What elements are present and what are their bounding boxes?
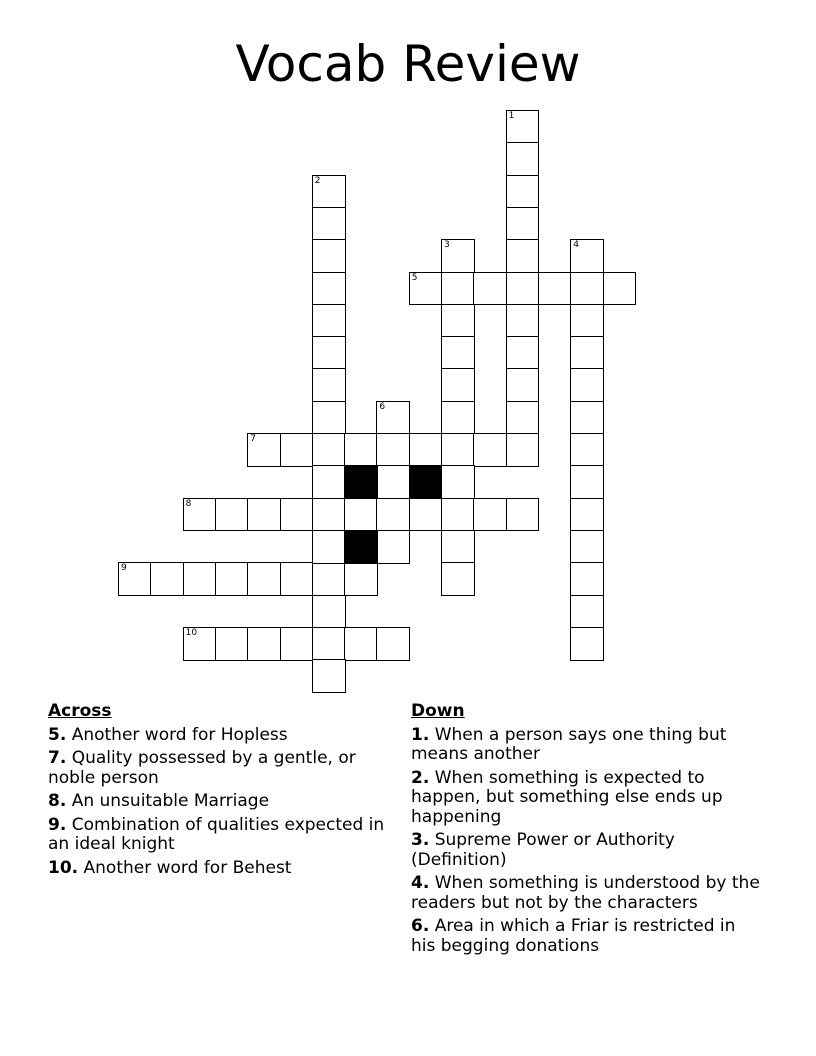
crossword-cell[interactable] — [441, 401, 475, 435]
crossword-cell[interactable] — [344, 562, 378, 596]
down-clue-4 — [411, 874, 761, 913]
crossword-cell[interactable] — [570, 336, 604, 370]
cell-number: 8 — [185, 498, 192, 509]
crossword-cell[interactable] — [344, 433, 378, 467]
crossword-cell[interactable] — [312, 498, 346, 532]
crossword-cell[interactable] — [312, 659, 346, 693]
crossword-cell[interactable] — [441, 498, 475, 532]
crossword-cell[interactable] — [506, 272, 540, 306]
crossword-cell[interactable] — [215, 627, 249, 661]
crossword-cell[interactable] — [312, 530, 346, 564]
crossword-cell[interactable] — [280, 433, 314, 467]
clue-number: 1. — [411, 724, 430, 745]
cell-number: 3 — [444, 240, 450, 251]
crossword-cell[interactable] — [183, 562, 217, 596]
crossword-cell[interactable] — [215, 562, 249, 596]
clue-text: An unsuitable Marriage — [71, 791, 270, 811]
crossword-cell[interactable] — [441, 530, 475, 564]
crossword-cell[interactable] — [247, 433, 281, 467]
cell-number: 10 — [185, 627, 198, 638]
crossword-cell[interactable] — [570, 304, 604, 338]
crossword-cell[interactable] — [506, 304, 540, 338]
crossword-cell[interactable] — [441, 465, 475, 499]
crossword-cell[interactable] — [376, 530, 410, 564]
crossword-cell[interactable] — [506, 401, 540, 435]
cell-number: 5 — [411, 272, 418, 283]
crossword-cell[interactable] — [215, 498, 249, 532]
crossword-cell[interactable] — [312, 433, 346, 467]
across-clues — [48, 702, 393, 882]
black-square — [409, 465, 443, 499]
down-clue-3 — [411, 831, 761, 870]
crossword-cell[interactable] — [312, 304, 346, 338]
crossword-cell[interactable] — [344, 627, 378, 661]
down-heading: Down — [411, 701, 465, 721]
clue-text: Supreme Power or Authority (Definition) — [411, 830, 675, 870]
crossword-cell[interactable] — [118, 562, 152, 596]
down-clue-2 — [411, 769, 761, 828]
across-clue-7 — [48, 749, 393, 788]
crossword-cell[interactable] — [570, 627, 604, 661]
down-clue-6 — [411, 917, 761, 956]
crossword-cell[interactable] — [183, 498, 217, 532]
crossword-cell[interactable] — [376, 433, 410, 467]
clue-number: 6. — [411, 916, 430, 936]
crossword-cell[interactable] — [280, 498, 314, 532]
crossword-cell[interactable] — [506, 207, 540, 241]
crossword-cell[interactable] — [312, 207, 346, 241]
crossword-cell[interactable] — [312, 175, 346, 209]
crossword-cell[interactable] — [376, 401, 410, 435]
crossword-cell[interactable] — [506, 498, 540, 532]
crossword-cell[interactable] — [570, 562, 604, 596]
crossword-cell[interactable] — [570, 272, 604, 306]
clue-text: When something is expected to happen, but something else ends up happening — [411, 767, 723, 827]
crossword-cell[interactable] — [441, 433, 475, 467]
cell-number: 7 — [250, 434, 256, 444]
across-clue-8 — [48, 792, 393, 812]
crossword-cell[interactable] — [570, 595, 604, 629]
crossword-cell[interactable] — [506, 142, 540, 176]
crossword-cell[interactable] — [570, 368, 604, 402]
crossword-cell[interactable] — [312, 336, 346, 370]
across-clue-5 — [48, 726, 393, 746]
crossword-cell[interactable] — [506, 239, 540, 273]
crossword-cell[interactable] — [312, 368, 346, 402]
crossword-cell[interactable] — [280, 562, 314, 596]
black-square — [344, 465, 378, 499]
crossword-cell[interactable] — [150, 562, 184, 596]
crossword-cell[interactable] — [441, 272, 475, 306]
cell-number: 2 — [314, 175, 321, 186]
crossword-cell[interactable] — [312, 562, 346, 596]
crossword-cell[interactable] — [312, 627, 346, 661]
crossword-cell[interactable] — [441, 239, 475, 273]
crossword-cell[interactable] — [344, 498, 378, 532]
crossword-cell[interactable] — [247, 498, 281, 532]
down-clue-1 — [411, 726, 761, 765]
crossword-cell[interactable] — [312, 595, 346, 629]
crossword-cell[interactable] — [473, 498, 507, 532]
crossword-cell[interactable] — [280, 627, 314, 661]
clue-number: 7. — [48, 748, 67, 768]
crossword-cell[interactable] — [506, 110, 540, 144]
clue-number: 10. — [48, 857, 79, 878]
crossword-cell[interactable] — [441, 336, 475, 370]
crossword-cell[interactable] — [409, 433, 443, 467]
clue-text: Quality possessed by a gentle, or noble person — [48, 748, 356, 788]
cell-number: 4 — [573, 240, 579, 251]
clue-text: Combination of qualities expected in an ideal knight — [48, 814, 385, 854]
crossword-cell[interactable] — [312, 401, 346, 435]
across-clue-9 — [48, 816, 393, 855]
crossword-cell[interactable] — [506, 336, 540, 370]
cell-number: 6 — [379, 401, 386, 412]
crossword-cell[interactable] — [570, 401, 604, 435]
clue-text: When a person says one thing but means another — [411, 724, 727, 764]
crossword-cell[interactable] — [441, 304, 475, 338]
clue-text: Another word for Behest — [83, 857, 292, 878]
cell-number: 1 — [508, 111, 515, 121]
clue-text: Area in which a Friar is restricted in his begging donations — [411, 916, 736, 956]
crossword-cell[interactable] — [409, 498, 443, 532]
crossword-cell[interactable] — [376, 627, 410, 661]
crossword-cell[interactable] — [570, 239, 604, 273]
crossword-cell[interactable] — [312, 272, 346, 306]
cell-number: 9 — [121, 563, 127, 574]
across-heading: Across — [48, 701, 112, 721]
crossword-cell[interactable] — [570, 530, 604, 564]
crossword-cell[interactable] — [247, 627, 281, 661]
crossword-cell[interactable] — [538, 272, 572, 306]
black-square — [344, 530, 378, 564]
crossword-cell[interactable] — [376, 498, 410, 532]
down-clues — [411, 702, 761, 960]
crossword-cell[interactable] — [441, 368, 475, 402]
clue-number: 9. — [48, 814, 67, 835]
crossword-cell[interactable] — [506, 175, 540, 209]
clue-number: 8. — [48, 791, 67, 811]
clue-text: When something is understood by the readers but not by the characters — [411, 873, 760, 913]
crossword-cell[interactable] — [506, 433, 540, 467]
clue-number: 3. — [411, 830, 430, 850]
crossword-cell[interactable] — [247, 562, 281, 596]
crossword-cell[interactable] — [312, 465, 346, 499]
crossword-cell[interactable] — [473, 272, 507, 306]
crossword-cell[interactable] — [376, 465, 410, 499]
clue-number: 2. — [411, 767, 430, 788]
crossword-cell[interactable] — [312, 239, 346, 273]
clue-number: 4. — [411, 873, 430, 893]
clue-number: 5. — [48, 724, 67, 745]
crossword-cell[interactable] — [506, 368, 540, 402]
crossword-cell[interactable] — [473, 433, 507, 467]
crossword-cell[interactable] — [570, 433, 604, 467]
puzzle-title: Vocab Review — [235, 35, 581, 93]
crossword-cell[interactable] — [409, 272, 443, 306]
crossword-cell[interactable] — [570, 465, 604, 499]
across-clue-10 — [48, 859, 393, 879]
crossword-cell[interactable] — [441, 562, 475, 596]
crossword-cell[interactable] — [570, 498, 604, 532]
crossword-cell[interactable] — [603, 272, 637, 306]
clue-text: Another word for Hopless — [71, 724, 288, 745]
crossword-cell[interactable] — [183, 627, 217, 661]
